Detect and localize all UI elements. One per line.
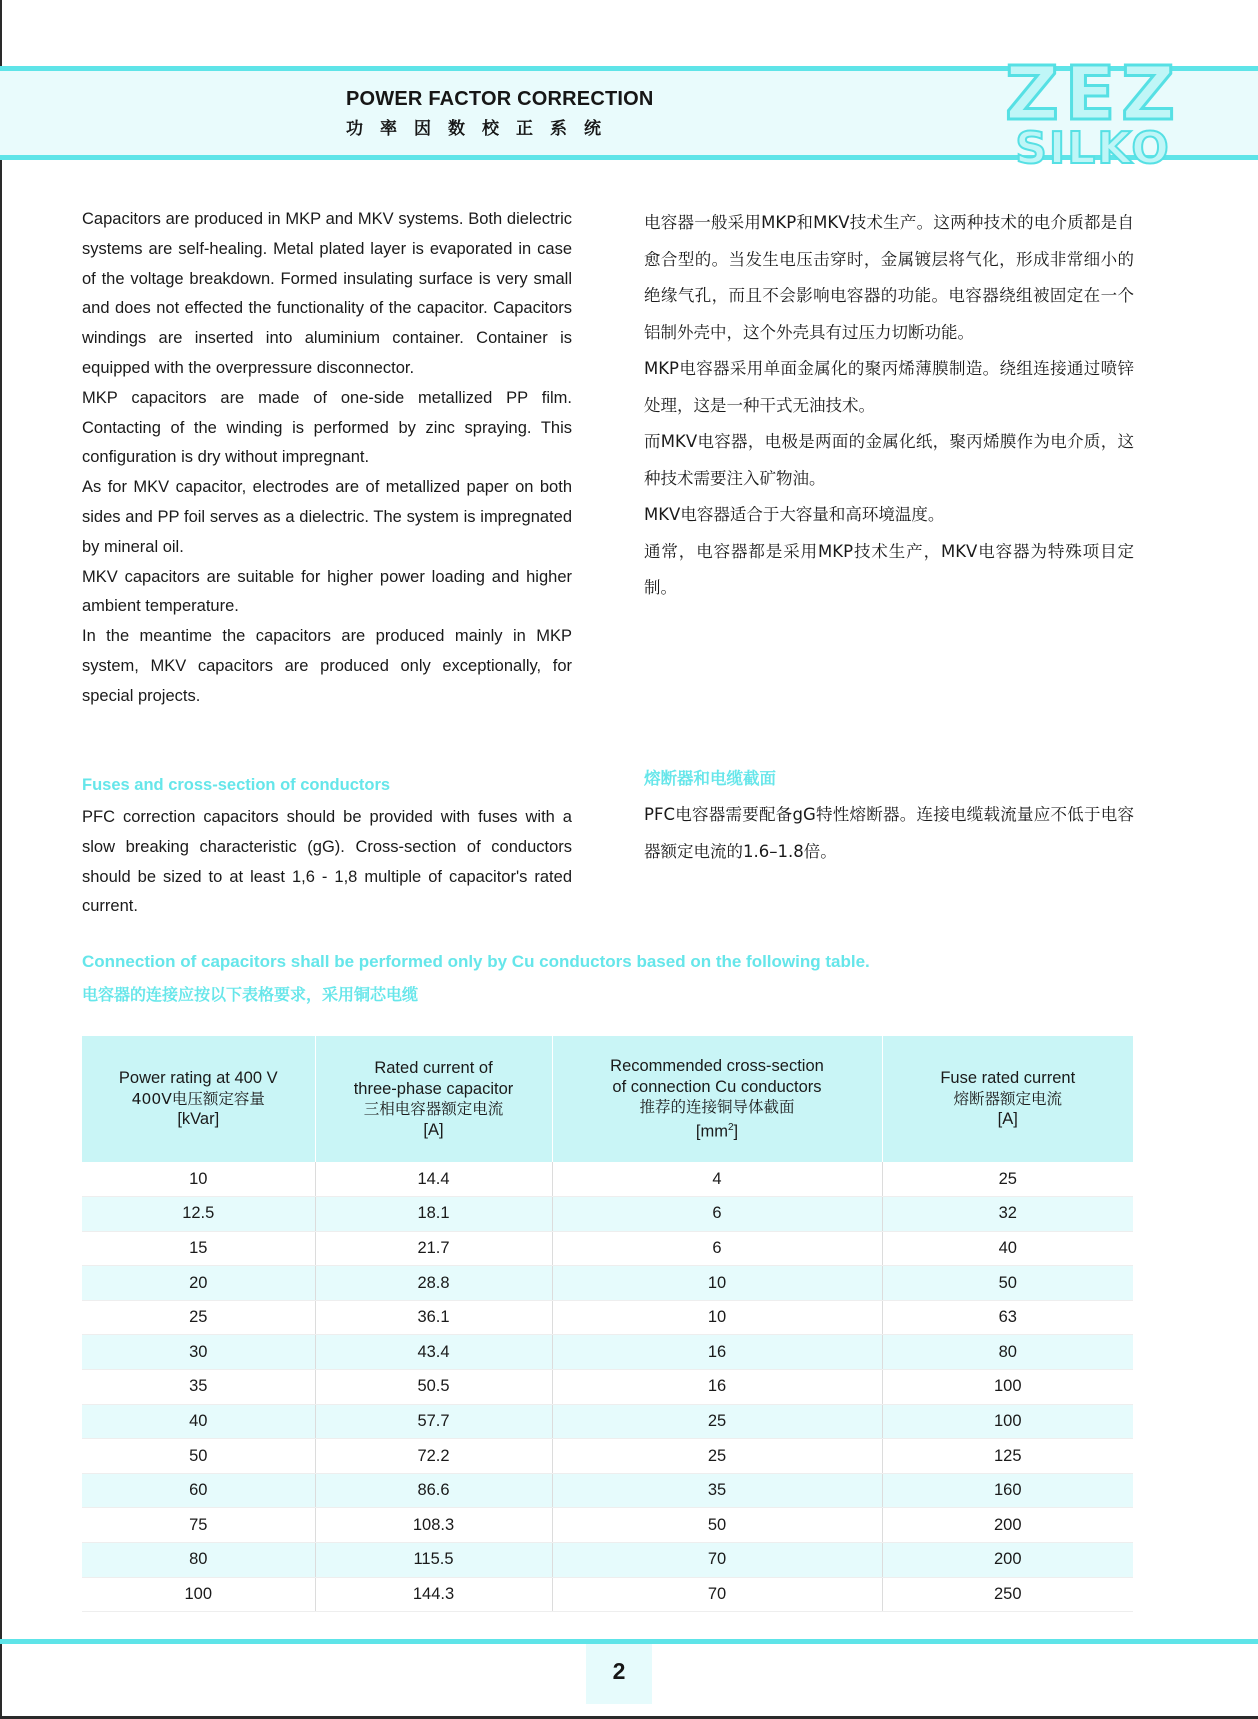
table-header-row	[82, 1036, 1133, 1162]
cn-paragraph: 通常，电容器都是采用MKP技术生产，MKV电容器为特殊项目定制。	[644, 541, 1134, 597]
cell-fuse: 160	[882, 1473, 1133, 1508]
fuses-heading-cn: 熔断器和电缆截面	[644, 769, 776, 788]
fuses-heading-en: Fuses and cross-section of conductors	[82, 776, 391, 794]
cell-cross-section: 6	[552, 1231, 882, 1266]
cn-paragraph: MKV电容器适合于大容量和高环境温度。	[644, 505, 945, 524]
fuses-section-english	[82, 773, 572, 922]
cell-fuse: 200	[882, 1543, 1133, 1578]
en-paragraph: As for MKV capacitor, electrodes are of metallized paper on both sides and PP foil serves as a dielectric. The system is impregnated by mineral oil.	[82, 478, 572, 556]
page-subtitle-chinese: 功率因数校正系统	[346, 119, 618, 139]
table-row	[82, 1508, 1133, 1543]
cell-current: 50.5	[315, 1370, 552, 1405]
english-description	[82, 205, 572, 712]
header-text-cn: 400V电压额定容量	[131, 1089, 265, 1108]
table-row	[82, 1335, 1133, 1370]
cn-paragraph: 电容器一般采用MKP和MKV技术生产。这两种技术的电介质都是自愈合型的。当发生电压击穿时，金属镀层将气化，形成非常细小的绝缘气孔，而且不会影响电容器的功能。电容器绕组被固定在一个铝制外壳中，这个外壳具有过压力切断功能。	[644, 213, 1134, 342]
cell-cross-section: 10	[552, 1300, 882, 1335]
cell-fuse: 100	[882, 1404, 1133, 1439]
header-unit: [A]	[423, 1120, 444, 1139]
cell-fuse: 125	[882, 1439, 1133, 1474]
cell-fuse: 63	[882, 1300, 1133, 1335]
header-fuse-current	[882, 1036, 1133, 1162]
cell-fuse: 50	[882, 1266, 1133, 1301]
table-row	[82, 1543, 1133, 1578]
cell-cross-section: 4	[552, 1162, 882, 1197]
cell-cross-section: 16	[552, 1370, 882, 1405]
cell-power: 50	[82, 1439, 315, 1474]
cell-cross-section: 35	[552, 1473, 882, 1508]
table-row	[82, 1404, 1133, 1439]
cell-power: 40	[82, 1404, 315, 1439]
page-border-left	[0, 0, 2, 1719]
logo-text-zez: ZEZ	[1005, 51, 1181, 137]
cell-cross-section: 10	[552, 1266, 882, 1301]
cell-fuse: 250	[882, 1577, 1133, 1612]
cell-power: 35	[82, 1370, 315, 1405]
cell-fuse: 80	[882, 1335, 1133, 1370]
cell-current: 43.4	[315, 1335, 552, 1370]
cell-power: 12.5	[82, 1197, 315, 1232]
unit-text: [mm	[695, 1122, 728, 1141]
connection-note-cn: 电容器的连接应按以下表格要求，采用铜芯电缆	[82, 985, 419, 1004]
table-row	[82, 1577, 1133, 1612]
cell-current: 36.1	[315, 1300, 552, 1335]
header-text-cn: 三相电容器额定电流	[363, 1100, 504, 1118]
header-cross-section	[552, 1036, 882, 1162]
cell-power: 10	[82, 1162, 315, 1197]
connection-note-en: Connection of capacitors shall be performed only by Cu conductors based on the following table.	[82, 952, 870, 971]
cell-power: 75	[82, 1508, 315, 1543]
table-row	[82, 1231, 1133, 1266]
cell-current: 108.3	[315, 1508, 552, 1543]
zez-silko-logo	[990, 51, 1196, 174]
fuses-body-en: PFC correction capacitors should be provided with fuses with a slow breaking characteristic (gG). Cross-section of conductors should be sized to at least 1,6 - 1,8 multiple of capacitor's rated current.	[82, 808, 572, 916]
header-text-en: Rated current of	[374, 1059, 493, 1077]
cell-power: 80	[82, 1543, 315, 1578]
cell-power: 15	[82, 1231, 315, 1266]
cell-fuse: 25	[882, 1162, 1133, 1197]
header-power-rating	[82, 1036, 315, 1162]
cell-cross-section: 25	[552, 1439, 882, 1474]
en-paragraph: Capacitors are produced in MKP and MKV systems. Both dielectric systems are self-healing. Metal plated layer is evaporated in case of the voltage breakdown. Formed insulating surface is very small and does not effected the functionality of the capacitor. Capacitors windings are inserted into aluminium container. Container is equipped with the overpressure disconnector.	[82, 210, 572, 377]
cell-power: 25	[82, 1300, 315, 1335]
header-text-en: Power rating at 400 V	[118, 1069, 278, 1088]
cell-power: 100	[82, 1577, 315, 1612]
cell-power: 30	[82, 1335, 315, 1370]
table-row	[82, 1300, 1133, 1335]
page-number: 2	[612, 1658, 626, 1684]
fuses-body-cn: PFC电容器需要配备gG特性熔断器。连接电缆载流量应不低于电容器额定电流的1.6–1.8倍。	[644, 805, 1134, 861]
page-title: POWER FACTOR CORRECTION	[346, 88, 654, 110]
header-text-en: of connection Cu conductors	[612, 1077, 822, 1096]
cell-power: 20	[82, 1266, 315, 1301]
cell-current: 57.7	[315, 1404, 552, 1439]
cell-current: 14.4	[315, 1162, 552, 1197]
header-unit: [A]	[997, 1110, 1018, 1129]
table-row	[82, 1370, 1133, 1405]
chinese-description	[644, 205, 1134, 607]
table-row	[82, 1439, 1133, 1474]
cell-current: 18.1	[315, 1197, 552, 1232]
cell-cross-section: 50	[552, 1508, 882, 1543]
cn-paragraph: 而MKV电容器，电极是两面的金属化纸，聚丙烯膜作为电介质，这种技术需要注入矿物油。	[644, 432, 1134, 488]
cell-current: 28.8	[315, 1266, 552, 1301]
header-text-cn: 推荐的连接铜导体截面	[639, 1098, 795, 1117]
header-text-en: three-phase capacitor	[353, 1079, 514, 1098]
cell-cross-section: 16	[552, 1335, 882, 1370]
header-unit	[559, 1118, 876, 1142]
table-row	[82, 1473, 1133, 1508]
table-row	[82, 1162, 1133, 1197]
cn-paragraph: MKP电容器采用单面金属化的聚丙烯薄膜制造。绕组连接通过喷锌处理，这是一种干式无油技术。	[644, 359, 1134, 415]
unit-superscript: 2	[727, 1121, 734, 1133]
cell-fuse: 200	[882, 1508, 1133, 1543]
cell-current: 115.5	[315, 1543, 552, 1578]
en-paragraph: MKP capacitors are made of one-side metallized PP film. Contacting of the winding is performed by zinc spraying. This configuration is dry without impregnant.	[82, 388, 572, 467]
cell-power: 60	[82, 1473, 315, 1508]
logo-text-silko: SILKO	[1015, 123, 1171, 174]
cell-current: 21.7	[315, 1231, 552, 1266]
en-paragraph: MKV capacitors are suitable for higher power loading and higher ambient temperature.	[82, 567, 572, 616]
header-rated-current	[315, 1036, 552, 1162]
cell-fuse: 32	[882, 1197, 1133, 1232]
header-unit: [kVar]	[177, 1110, 220, 1129]
table-row	[82, 1266, 1133, 1301]
fuses-section-chinese	[644, 765, 1134, 870]
cell-cross-section: 70	[552, 1577, 882, 1612]
en-paragraph: In the meantime the capacitors are produced mainly in MKP system, MKV capacitors are produced only exceptionally, for special projects.	[82, 627, 572, 705]
cell-cross-section: 6	[552, 1197, 882, 1232]
cell-current: 144.3	[315, 1577, 552, 1612]
cell-fuse: 100	[882, 1370, 1133, 1405]
cell-cross-section: 25	[552, 1404, 882, 1439]
header-text-en: Recommended cross-section	[610, 1057, 824, 1076]
capacitor-spec-table	[82, 1036, 1133, 1612]
cell-current: 72.2	[315, 1439, 552, 1474]
cell-cross-section: 70	[552, 1543, 882, 1578]
cell-current: 86.6	[315, 1473, 552, 1508]
header-text-cn: 熔断器额定电流	[953, 1089, 1062, 1108]
table-row	[82, 1197, 1133, 1232]
header-text-en: Fuse rated current	[940, 1069, 1076, 1088]
unit-text-end: ]	[733, 1122, 739, 1141]
cell-fuse: 40	[882, 1231, 1133, 1266]
